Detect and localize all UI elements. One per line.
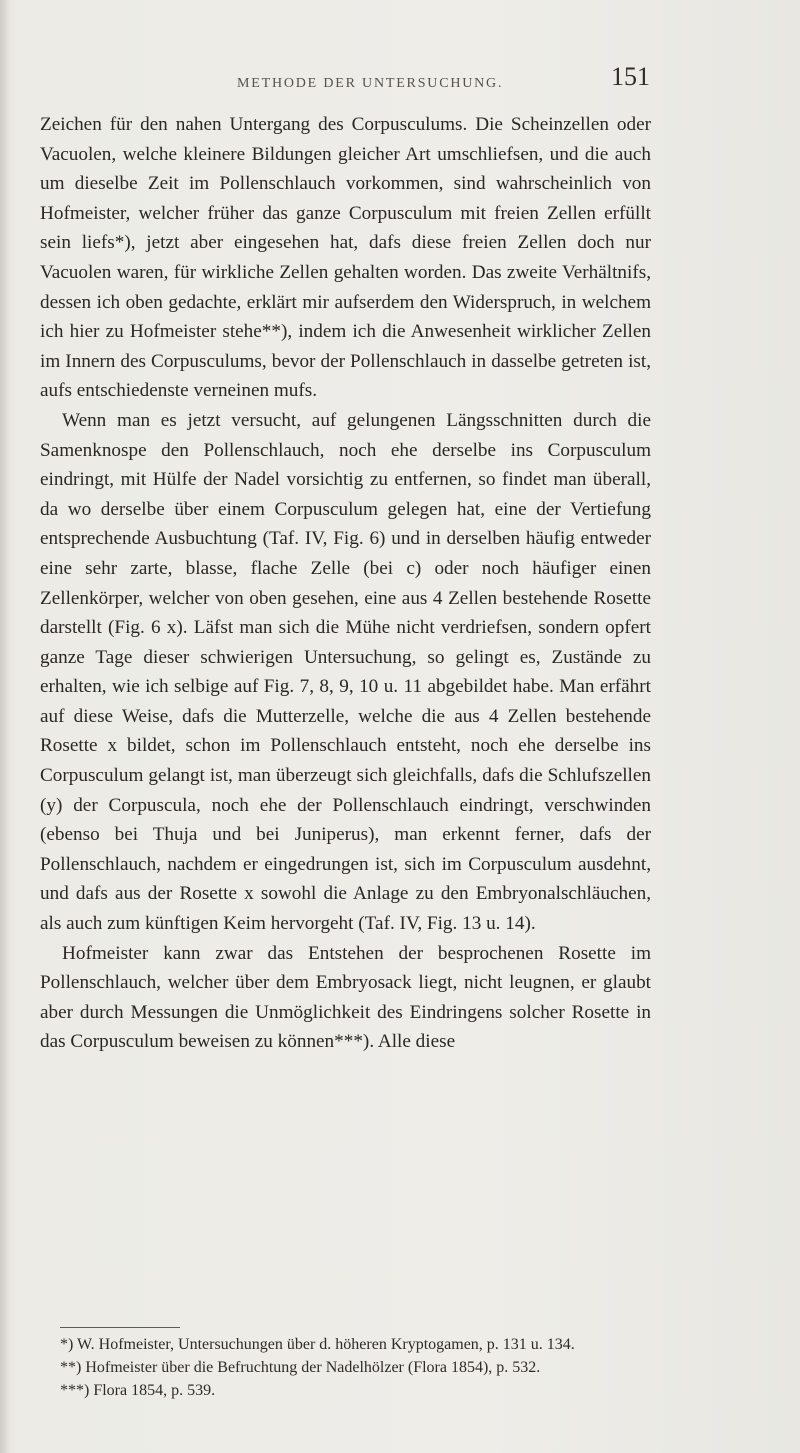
footnotes [60,1333,652,1402]
page-number: 151 [611,62,650,91]
paragraph-2: Wenn man es jetzt versucht, auf gelungenen Längsschnitten durch die Samenknospe den Pollenschlauch, noch ehe derselbe ins Corpusculum eindringt, mit Hülfe der Nadel vorsichtig zu entfernen, so findet man überall, da wo derselbe über einem Corpusculum gelegen hat, eine der Vertiefung entsprechende Ausbuchtung (Taf. IV, Fig. 6) und in derselben häufig entweder eine sehr zarte, blasse, flache Zelle (bei c) oder noch häufiger einen Zellenkörper, welcher von oben gesehen, eine aus 4 Zellen bestehende Rosette darstellt (Fig. 6 x). Läfst man sich die Mühe nicht verdriefsen, sondern opfert ganze Tage dieser schwierigen Untersuchung, so gelingt es, Zustände zu erhalten, wie ich selbige auf Fig. 7, 8, 9, 10 u. 11 abgebildet habe. Man erfährt auf diese Weise, dafs die Mutterzelle, welche die aus 4 Zellen bestehende Rosette x bildet, schon im Pollenschlauch entsteht, noch ehe derselbe ins Corpusculum gelangt ist, man überzeugt sich gleichfalls, dafs die Schlufszellen (y) der Corpuscula, noch ehe der Pollenschlauch eindringt, verschwinden (ebenso bei Thuja und bei Juniperus), man erkennt ferner, dafs der Pollenschlauch, nachdem er eingedrungen ist, sich im Corpusculum ausdehnt, und dafs aus der Rosette x sowohl die Anlage zu den Embryonalschläuchen, als auch zum künftigen Keim hervorgeht (Taf. IV, Fig. 13 u. 14). [40,409,651,935]
paragraph-3: Hofmeister kann zwar das Entstehen der besprochenen Rosette im Pollenschlauch, welcher über dem Embryosack liegt, nicht leugnen, er glaubt aber durch Messungen die Unmöglichkeit des Eindringens solcher Rosette in das Corpusculum beweisen zu können***). Alle diese [40,942,651,1053]
page-gutter-shadow [0,0,10,1453]
footnote-1: *) W. Hofmeister, Untersuchungen über d. höheren Kryptogamen, p. 131 u. 134. [60,1336,575,1353]
running-head: METHODE DER UNTERSUCHUNG. [237,76,504,91]
main-text [40,110,651,1057]
footnote-divider [60,1327,180,1328]
page-header [40,62,650,102]
footnote-3: ***) Flora 1854, p. 539. [60,1382,216,1399]
footnote-2: **) Hofmeister über die Befruchtung der Nadelhölzer (Flora 1854), p. 532. [60,1359,541,1376]
paragraph-1: Zeichen für den nahen Untergang des Corpusculums. Die Scheinzellen oder Vacuolen, welche kleinere Bildungen gleicher Art umschliefsen, und die auch um dieselbe Zeit im Pollenschlauch vorkommen, sind wahrscheinlich von Hofmeister, welcher früher das ganze Corpusculum mit freien Zellen erfüllt sein liefs*), jetzt aber eingesehen hat, dafs diese freien Zellen doch nur Vacuolen waren, für wirkliche Zellen gehalten worden. Das zweite Verhältnifs, dessen ich oben gedachte, erklärt mir aufserdem den Widerspruch, in welchem ich hier zu Hofmeister stehe**), indem ich die Anwesenheit wirklicher Zellen im Innern des Corpusculums, bevor der Pollenschlauch in dasselbe getreten ist, aufs entschiedenste verneinen mufs. [40,114,651,402]
